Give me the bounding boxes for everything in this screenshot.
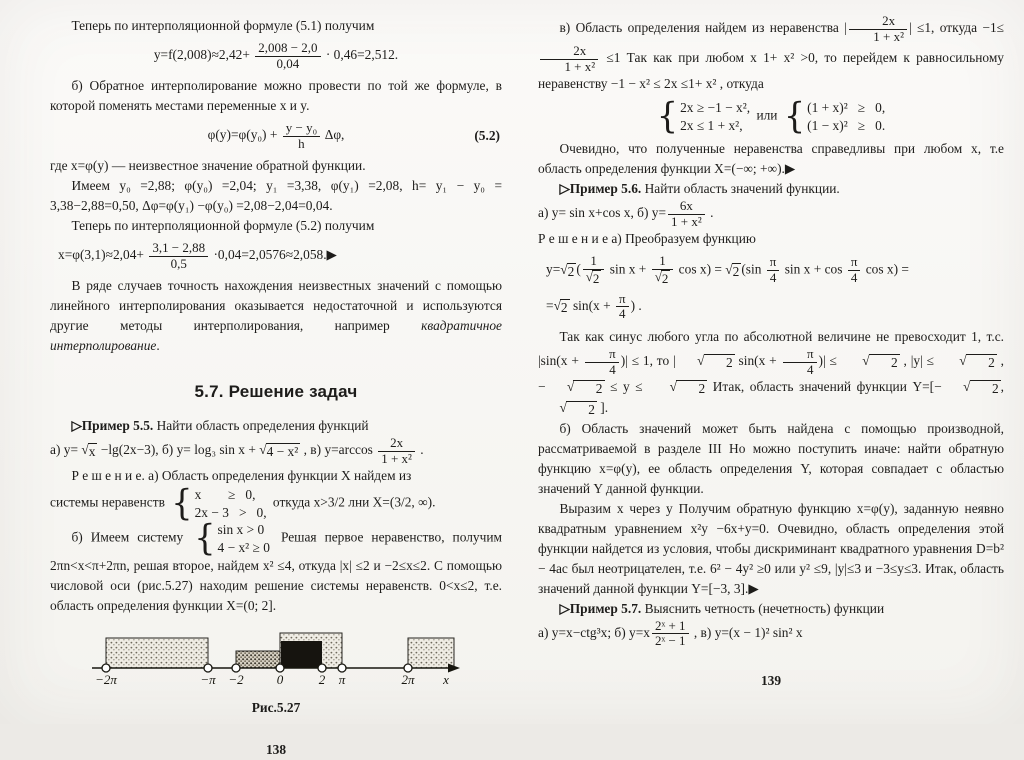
axis-tick-label: 2π <box>401 672 415 688</box>
example-label: ▷Пример 5.5. <box>71 418 154 434</box>
axis-label-x: x <box>443 672 449 688</box>
axis-tick-label: 0 <box>276 672 284 688</box>
interval-block-sin-right <box>408 638 454 668</box>
equation: y=f(2,008)≈2,42+ $\frac{2,008 - 2,0}{0,04}$ · 0,46=2,512. <box>153 40 399 71</box>
fraction: $\frac{3,1 - 2,88}{0,5}$ <box>149 241 208 271</box>
paragraph: Р е ш е н и е. а) Область определения функции X найдем из <box>71 468 412 484</box>
equation: = √ 2 sin(x + $\frac{\pi}{4}$ ) . <box>546 290 642 322</box>
paragraph: б) Область значений может быть найдена с помощью производной, рассматриваемой в разделе III Но можно поступить иначе: найти обратную функцию x=φ(y), ее область определения Y, которая совпадает с областью значений Y данной функции. <box>538 420 1004 496</box>
equation: φ(y)=φ(y₀) + $\frac{\text{y − y₀}}{h}$ Δφ, (5.2) <box>207 120 500 151</box>
fraction: $\frac{2x}{\text{1 + x²}}$ <box>540 44 598 74</box>
italic-term: квадратичное интерполирование <box>50 318 502 354</box>
example-label: ▷Пример 5.7. <box>559 600 642 616</box>
page-left <box>50 0 502 758</box>
axis-tick-label: 2 <box>318 672 326 688</box>
square-root: √ x <box>81 442 96 460</box>
interval-block-sin-left <box>106 638 208 668</box>
interval-block-solution <box>281 641 322 668</box>
paragraph: ▷Пример 5.6. Найти область значений функции. <box>559 181 840 197</box>
page-number: 138 <box>265 742 287 758</box>
paragraph: Теперь по интерполяционной формуле (5.1) получим <box>71 18 375 33</box>
square-root: √ 2 <box>697 353 733 371</box>
fraction: $\frac{2x}{\text{1 + x²}}$ <box>378 436 415 466</box>
paragraph: б) Имеем систему { sin x > 0 4 − x² ≥ 0 Решая первое неравенство, получим 2πn<x<π+2πn, решая второе, найдем x² ≤4, откуда |x| ≤2 и −2≤x≤2. С помощью числовой оси (рис.5.27) находим решение системы неравенств. 0<x≤2, т.е. область определения функции X=(0; 2]. <box>50 517 502 614</box>
system-of-inequalities: { 2x ≥ −1 − x², 2x ≤ 1 + x², <box>656 95 751 137</box>
square-root: √ 2 <box>567 379 603 397</box>
axis-tick-label: −π <box>200 672 216 688</box>
axis-tick-label: −2 <box>228 672 244 688</box>
page-right <box>538 0 1004 724</box>
square-root: √ 2 <box>560 261 575 279</box>
paragraph: а) y= sin x+cos x, б) y= $\frac{6x}{\text{1 + x²}}$ . <box>538 198 714 229</box>
number-line-figure <box>90 626 462 690</box>
paragraph: Очевидно, что полученные неравенства справедливы при любом x, т.е область определения функции X=(−∞; +∞).▶ <box>538 141 1004 177</box>
square-root: √ 2 <box>553 298 568 316</box>
paragraph: В ряде случаев точность нахождения неизвестных значений с помощью линейного интерполирования оказывается недостаточной и используются другие методы интерполирования, например квадратичное интерполирование. <box>50 278 502 354</box>
equation: x=φ(3,1)≈2,04+ $\frac{3,1 - 2,88}{0,5}$ ·0,04=2,0576≈2,058.▶ <box>58 240 337 271</box>
section-heading: 5.7. Решение задач <box>194 382 358 402</box>
fraction: 1 √ 2 <box>583 254 605 287</box>
fraction: $\frac{\text{y − y₀}}{h}$ <box>283 121 320 151</box>
axis-tick-label: π <box>338 672 346 688</box>
fraction: $\frac{\pi}{4}$ <box>585 347 619 377</box>
square-root: √ 2 <box>963 379 999 397</box>
fraction: 1 √ 2 <box>652 254 674 287</box>
paragraph: а) y= √ x −lg(2x−3), б) y= log₃ sin x + √ 4 − x² , в) y=arccos $\frac{2x}{\text{1 + x²}}$ . <box>50 435 424 466</box>
system-of-inequalities: { sin x > 0 4 − x² ≥ 0 <box>194 517 270 559</box>
square-root: √ 2 <box>725 261 740 279</box>
paragraph: б) Обратное интерполирование можно провести по той же формуле, в которой поменять местами переменные x и y. <box>50 78 502 114</box>
fraction: $\frac{2,008 - 2,0}{0,04}$ <box>255 41 320 71</box>
axis-tick-label: −2π <box>95 672 117 688</box>
page-number: 139 <box>760 672 782 688</box>
paragraph: а) y=x−ctg³x; б) y=x $\frac{\text{2ˣ + 1}}{\text{2ˣ − 1}}$ , в) y=(x − 1)² sin² x <box>538 617 803 649</box>
fraction: $\frac{\pi}{4}$ <box>783 347 817 377</box>
paragraph: Теперь по интерполяционной формуле (5.2) получим <box>71 218 375 234</box>
paragraph: в) Область определения найдем из неравенства | $\frac{2x}{\text{1 + x²}}$ | ≤1, откуда −1≤ $\frac{2x}{\text{1 + x²}}$ ≤1 Так как при любом x 1+ x² >0, то перейдем к равносильному неравенству −1 − x² ≤ 2x ≤1+ x² , откуда <box>538 13 1005 92</box>
figure-caption: Рис.5.27 <box>251 700 301 716</box>
paragraph: системы неравенств { x ≥ 0, 2x − 3 > 0, откуда x>3/2 лни X=(3/2, ∞). <box>50 482 436 524</box>
paragraph: Р е ш е н и е а) Преобразуем функцию <box>538 231 756 247</box>
square-root: √ 4 − x² <box>259 442 299 460</box>
figure-5-27 <box>50 626 502 696</box>
square-root: √ 2 <box>669 379 706 397</box>
equation: y= √ 2 ( 1 √ 2 sin x + 1 √ 2 cos x) = √ 2 (sin $\frac{\pi}{4}$ sin x + cos $\frac{\pi}{4}$ cos x) = <box>546 253 909 286</box>
example-label: ▷Пример 5.6. <box>559 181 642 197</box>
paragraph: Выразим x через y Получим обратную функцию x=φ(y), заданную неявно квадратным уравнением x²y −6x+y=0. Очевидно, область определения этой функции найдется из условия, чтобы дискриминант квадратного уравнения D=b² − 4ac был неотрицателен, т.е. 6² − 4y² ≥0 или y² ≤9, |y|≤3 и −3≤y≤3. Итак, область значений данной функции Y=[−3, 3].▶ <box>538 500 1004 596</box>
fraction: $\frac{6x}{\text{1 + x²}}$ <box>668 199 705 229</box>
paragraph: Так как синус любого угла по абсолютной величине не превосходит 1, т.с. |sin(x + $\frac{\pi}{4}$ )| ≤ 1, то | √ 2 sin(x + $\frac{\pi}{4}$ )| ≤ √ 2 , |y| ≤ √ 2 , − √ 2 ≤ y ≤ √ 2 Итак, область значений функции Y=[− √ 2 , √ 2 ]. <box>538 329 1004 417</box>
paragraph: ▷Пример 5.7. Выяснить четность (нечетность) функции <box>559 600 885 616</box>
equation-number: (5.2) <box>474 128 500 144</box>
fraction: $\frac{\text{2ˣ + 1}}{\text{2ˣ − 1}}$ <box>652 619 689 649</box>
fraction: $\frac{\pi}{4}$ <box>848 255 861 285</box>
fraction: $\frac{\pi}{4}$ <box>616 292 629 322</box>
square-root: √ 2 <box>862 353 898 371</box>
fraction: $\frac{2x}{\text{1 + x²}}$ <box>849 14 907 44</box>
square-root: √ 2 <box>959 353 995 371</box>
paragraph: Имеем y₀ =2,88; φ(y₀) =2,04; y₁ =3,38, φ(y₁) =2,08, h= y₁ − y₀ = 3,38−2,88=0,50, Δφ=φ(y₁) −φ(y₀) =2,08−2,04=0,04. <box>50 178 502 214</box>
system-of-inequalities: { x ≥ 0, 2x − 3 > 0, <box>171 482 267 524</box>
square-root: √ 2 <box>585 268 600 286</box>
equation: { 2x ≥ −1 − x², 2x ≤ 1 + x², или { (1 + x)² ≥ 0, (1 − x)² ≥ 0. <box>656 95 886 137</box>
fraction: $\frac{\pi}{4}$ <box>767 255 780 285</box>
paragraph: ▷Пример 5.5. Найти область определения функций <box>71 418 369 434</box>
system-of-inequalities: { (1 + x)² ≥ 0, (1 − x)² ≥ 0. <box>783 95 886 137</box>
paragraph: где x=φ(y) — неизвестное значение обратной функции. <box>50 158 366 174</box>
square-root: √ 2 <box>654 268 669 286</box>
square-root: √ 2 <box>559 399 595 417</box>
